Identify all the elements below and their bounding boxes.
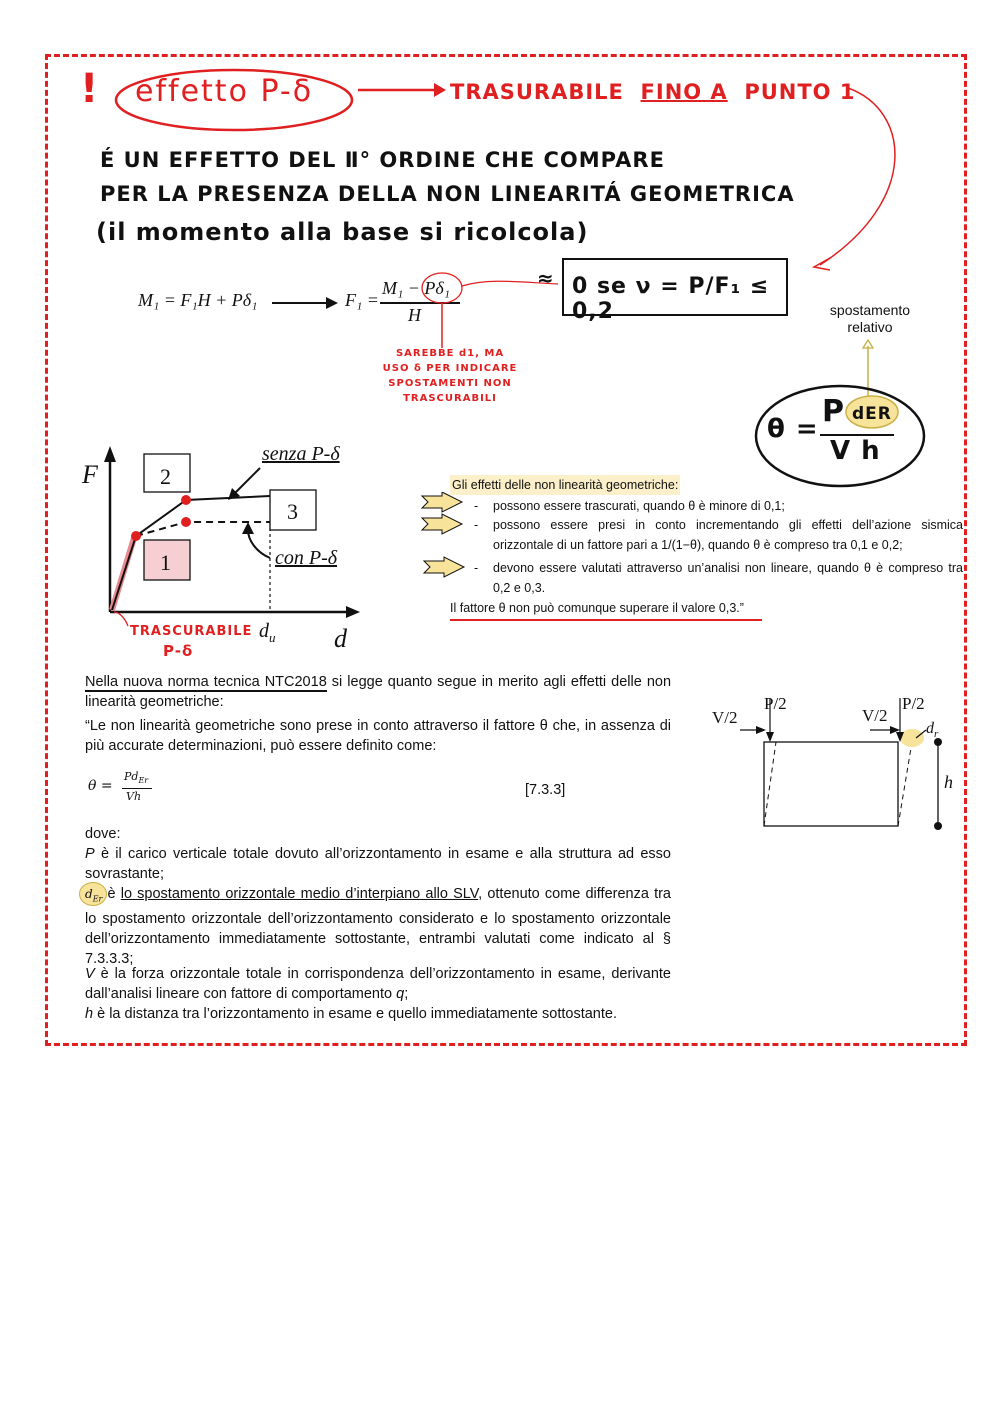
graph-box-1: 1	[160, 550, 171, 575]
formula-f1-num: M₁ − Pδ₁	[382, 278, 451, 298]
theta-num-d: dER	[852, 404, 892, 424]
graph-du-label: $d_u$	[259, 620, 276, 645]
frame-v2-right: V/2	[862, 706, 888, 725]
graph-trascurabile-2: P-δ	[163, 642, 194, 660]
norm-def-v: V è la forza orizzontale totale in corrispondenza dell’orizzontamento in esame, derivante dall’analisi lineare con fattore di comportamento q;	[85, 966, 671, 1002]
title-arrow	[356, 80, 446, 100]
formula-m1: M₁ = F₁H + Pδ₁	[138, 290, 258, 310]
theta-num-p: P	[822, 394, 845, 429]
norm-eq-bar	[122, 788, 152, 789]
intro-line-2: PER LA PRESENZA DELLA NON LINEARITÁ GEOMETRICA	[100, 182, 795, 206]
formula-f1-lhs: F₁ =	[345, 290, 379, 310]
bullet-dash: -	[474, 561, 479, 575]
norm-eq-ref: [7.3.3]	[525, 782, 566, 798]
norm-def-h: h è la distanza tra l’orizzontamento in esame e quello immediatamente sottostante.	[85, 1006, 617, 1022]
graph-y-label: F	[82, 460, 98, 489]
norm-def-d: $d_{Er}$ è lo spostamento orizzontale medio d’interpiano allo SLV, ottenuto come differenza tra lo spostamento orizzontale dell’orizzontamento considerato e lo spostamento orizzontale dell’orizzontamento immediatamente sottostante, entrambi valutati come indicato al § 7.3.3.3;	[85, 886, 671, 968]
frame-p2-right: P/2	[902, 694, 925, 713]
intro-line-1: É UN EFFETTO DEL Ⅱ° ORDINE CHE COMPARE	[100, 148, 665, 172]
intro-line-3: (il momento alla base si ricolcola)	[96, 218, 589, 246]
bullet-dash: -	[474, 499, 479, 513]
warning-icon: !	[80, 66, 100, 112]
norm-paragraph-1: Nella nuova norma tecnica NTC2018 si legge quanto segue in merito agli effetti delle non linearità geometriche:	[85, 674, 672, 710]
frame-dr: $d_r$	[926, 720, 939, 741]
effects-footer-underline	[450, 619, 762, 621]
graph-box-3: 3	[287, 499, 298, 524]
formula-f1-den: H	[408, 305, 421, 325]
frame-p2-left: P/2	[764, 694, 787, 713]
norm-eq-lhs: θ =	[88, 778, 113, 794]
boxed-condition-text: 0 se ν = P/F₁ ≤ 0,2	[572, 274, 770, 324]
norm-eq-num: $Pd_{Er}$	[124, 770, 149, 786]
effects-bullet-2: possono essere presi in conto incrementando gli effetti dell’azione sismica orizzontale di un fattore pari a 1/(1−θ), quando θ è compreso tra 0,1 e 0,2;	[493, 518, 963, 552]
arrow-pair-icon	[418, 492, 470, 538]
norm-eq-den: Vh	[126, 790, 142, 803]
arrow-icon	[420, 555, 470, 579]
graph-box-2: 2	[160, 464, 171, 489]
arrow-note: TRASURABILE FINO A PUNTO 1	[450, 80, 856, 104]
title: effetto P-δ	[135, 74, 314, 109]
norm-def-p: P è il carico verticale totale dovuto all’orizzontamento in esame e alla struttura ad esso sovrastante;	[85, 846, 671, 882]
effects-bullet-1: possono essere trascurati, quando θ è minore di 0,1;	[493, 499, 785, 513]
effects-footer: Il fattore θ non può comunque superare il valore 0,3.”	[450, 601, 744, 615]
theta-lhs: θ =	[767, 414, 819, 444]
theta-label: spostamento relativo	[829, 302, 911, 335]
effects-bullet-3: devono essere valutati attraverso un’analisi non lineare, quando θ è compreso tra 0,2 e 0,3.	[493, 561, 963, 595]
graph-x-label: d	[334, 624, 347, 653]
frame-h: h	[944, 772, 953, 792]
theta-den: V h	[830, 436, 881, 466]
frame-v2-left: V/2	[712, 708, 738, 727]
norm-dove: dove:	[85, 826, 121, 842]
bullet-dash: -	[474, 518, 479, 532]
boxed-condition	[562, 258, 788, 324]
norm-paragraph-2: “Le non linearità geometriche sono prese in conto attraverso il fattore θ che, in assenza di più accurate determinazioni, può essere definito come:	[85, 718, 671, 754]
approx-sign: ≈	[537, 266, 555, 290]
curved-arrow	[800, 80, 920, 280]
effects-heading: Gli effetti delle non linearità geometriche:	[450, 475, 680, 495]
graph-senza-label: senza P-δ	[262, 443, 340, 465]
formula-note: SAREBBE d1, MA USO δ PER INDICARE SPOSTAMENTI NON TRASCURABILI	[382, 348, 518, 404]
graph-trascurabile-1: TRASCURABILE	[130, 624, 253, 639]
graph-con-label: con P-δ	[275, 547, 338, 569]
formula-arrow	[270, 293, 340, 313]
